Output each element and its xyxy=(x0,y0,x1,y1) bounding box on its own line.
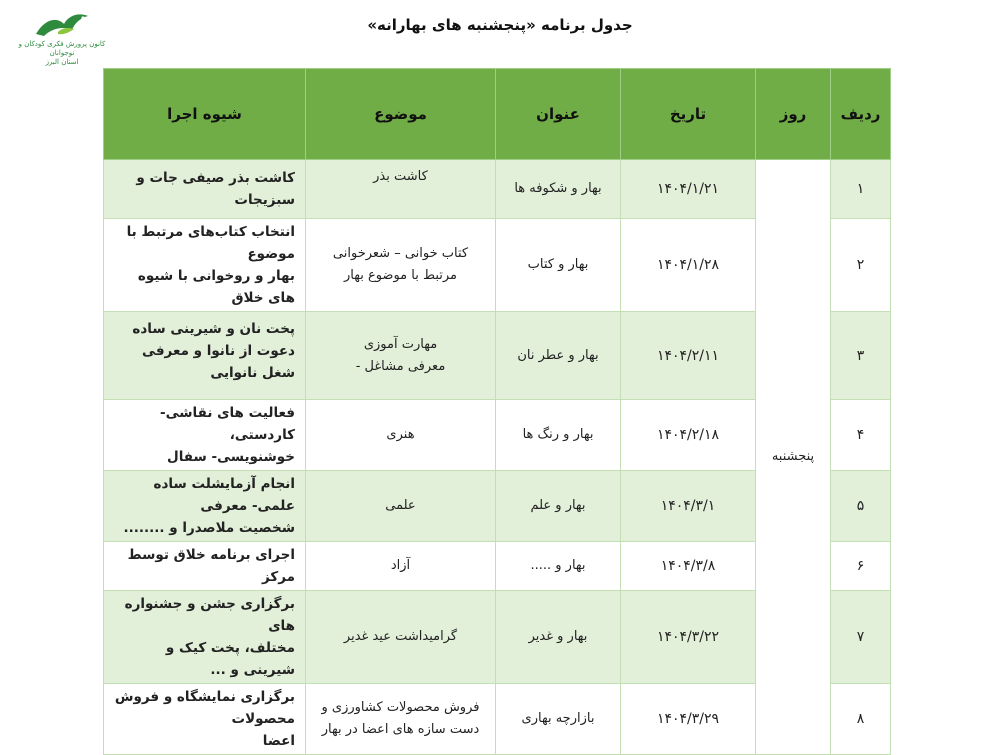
program-table xyxy=(103,68,891,755)
method-cell: کاشت بذر صیفی جات و سبزیجات xyxy=(104,160,306,219)
row-number: ۵ xyxy=(831,471,891,542)
subject-cell: بهار و شکوفه ها xyxy=(496,160,621,219)
row-number: ۶ xyxy=(831,542,891,591)
row-number: ۳ xyxy=(831,312,891,400)
date-cell: ۱۴۰۴/۳/۲۹ xyxy=(621,684,756,755)
date-cell: ۱۴۰۴/۱/۲۸ xyxy=(621,219,756,312)
date-cell: ۱۴۰۴/۳/۱ xyxy=(621,471,756,542)
subject-cell: بهار و غدیر xyxy=(496,591,621,684)
date-cell: ۱۴۰۴/۲/۱۱ xyxy=(621,312,756,400)
topic-cell: فروش محصولات کشاورزی و دست سازه های اعضا در بهار xyxy=(306,684,496,755)
topic-cell: آزاد xyxy=(306,542,496,591)
header-method: شیوه اجرا xyxy=(104,69,306,160)
logo-caption: کانون پرورش فکری کودکان و نوجوانان xyxy=(18,40,106,57)
subject-cell: بهار و کتاب xyxy=(496,219,621,312)
subject-cell: بهار و علم xyxy=(496,471,621,542)
header-day: روز xyxy=(756,69,831,160)
page-title: جدول برنامه «پنجشنبه های بهارانه» xyxy=(367,16,633,34)
topic-cell: هنری xyxy=(306,400,496,471)
table-header-row xyxy=(104,69,891,160)
day-cell: پنجشنبه xyxy=(756,160,831,755)
subject-cell: بهار و عطر نان xyxy=(496,312,621,400)
method-cell: برگزاری نمایشگاه و فروش محصولات اعضا xyxy=(104,684,306,755)
date-cell: ۱۴۰۴/۱/۲۱ xyxy=(621,160,756,219)
method-cell: اجرای برنامه خلاق توسط مرکز xyxy=(104,542,306,591)
method-cell: فعالیت های نقاشی- کاردستی، خوشنویسی- سفال xyxy=(104,400,306,471)
topic-cell: علمی xyxy=(306,471,496,542)
topic-cell: گرامیداشت عید غدیر xyxy=(306,591,496,684)
program-table-wrapper xyxy=(103,68,890,749)
method-cell: پخت نان و شیرینی ساده دعوت از نانوا و معرفی شغل نانوایی xyxy=(104,312,306,400)
row-number: ۷ xyxy=(831,591,891,684)
header-row-number: ردیف xyxy=(831,69,891,160)
subject-cell: بهار و رنگ ها xyxy=(496,400,621,471)
topic-cell: کاشت بذر xyxy=(306,160,496,219)
date-cell: ۱۴۰۴/۳/۲۲ xyxy=(621,591,756,684)
row-number: ۲ xyxy=(831,219,891,312)
subject-cell: بازارچه بهاری xyxy=(496,684,621,755)
header-subject: عنوان xyxy=(496,69,621,160)
date-cell: ۱۴۰۴/۲/۱۸ xyxy=(621,400,756,471)
method-cell: برگزاری جشن و جشنواره های مختلف، پخت کیک و شیرینی و ... xyxy=(104,591,306,684)
topic-cell: مهارت آموزی معرفی مشاغل - xyxy=(306,312,496,400)
date-cell: ۱۴۰۴/۳/۸ xyxy=(621,542,756,591)
method-cell: انتخاب کتاب‌های مرتبط با موضوع بهار و روخوانی با شیوه های خلاق xyxy=(104,219,306,312)
logo-province: استان البرز xyxy=(45,58,79,66)
table-row xyxy=(104,160,891,219)
row-number: ۴ xyxy=(831,400,891,471)
row-number: ۱ xyxy=(831,160,891,219)
method-cell: انجام آزمایشلت ساده علمی- معرفی شخصیت ملاصدرا و ........ xyxy=(104,471,306,542)
subject-cell: بهار و ..... xyxy=(496,542,621,591)
header-date: تاریخ xyxy=(621,69,756,160)
row-number: ۸ xyxy=(831,684,891,755)
topic-cell: کتاب خوانی – شعرخوانی مرتبط با موضوع بهار xyxy=(306,219,496,312)
header-topic: موضوع xyxy=(306,69,496,160)
